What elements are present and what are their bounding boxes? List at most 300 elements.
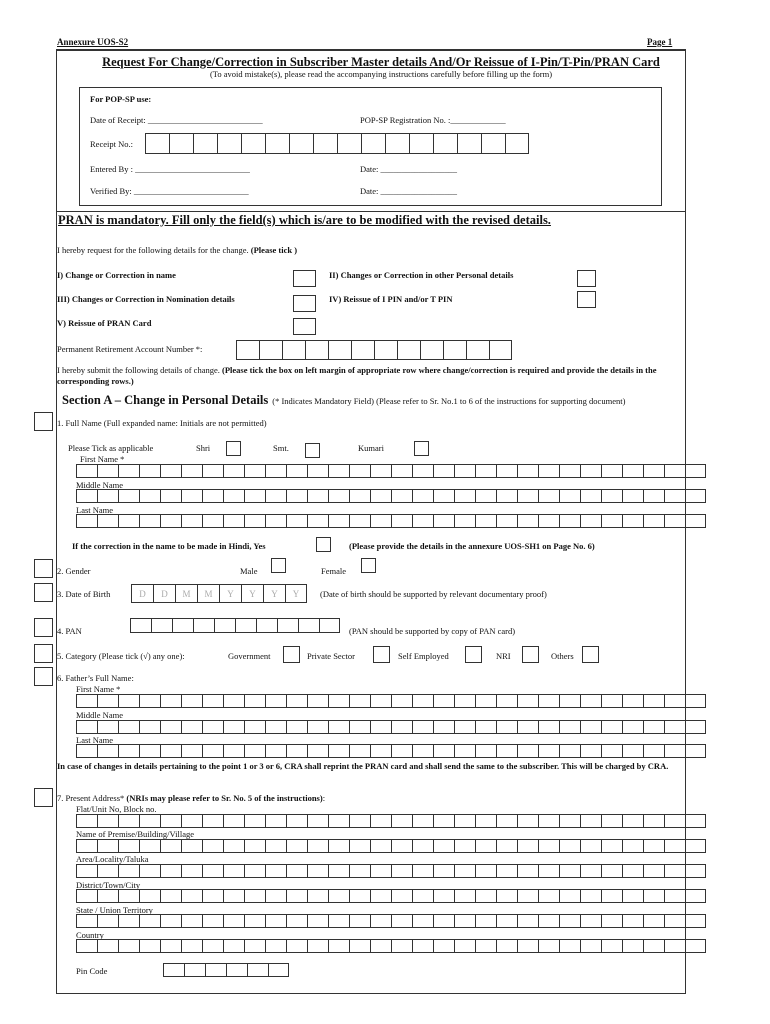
char-box[interactable] [286, 489, 307, 503]
char-box[interactable] [139, 489, 160, 503]
char-box[interactable] [370, 814, 391, 828]
char-box[interactable] [160, 464, 181, 478]
char-box[interactable] [118, 489, 139, 503]
char-box[interactable] [328, 839, 349, 853]
char-box[interactable] [244, 864, 265, 878]
checkbox-kumari[interactable] [414, 441, 429, 456]
char-box[interactable] [97, 814, 118, 828]
char-box[interactable] [391, 720, 412, 734]
char-box[interactable] [337, 133, 361, 154]
char-box[interactable] [664, 939, 685, 953]
char-box[interactable] [139, 514, 160, 528]
char-box[interactable] [664, 514, 685, 528]
char-box[interactable] [622, 864, 643, 878]
char-box[interactable] [496, 489, 517, 503]
char-box[interactable] [236, 340, 259, 360]
char-box[interactable] [286, 939, 307, 953]
char-box[interactable] [349, 814, 370, 828]
char-box[interactable] [475, 744, 496, 758]
char-box[interactable] [349, 889, 370, 903]
char-box[interactable] [307, 914, 328, 928]
row-checkbox-dob[interactable] [34, 583, 53, 602]
char-box[interactable] [517, 694, 538, 708]
char-box[interactable] [349, 914, 370, 928]
char-box[interactable] [622, 489, 643, 503]
char-box[interactable] [622, 694, 643, 708]
pran-boxes[interactable] [236, 340, 512, 360]
entered-by[interactable]: Entered By : ___________________________ [90, 164, 250, 174]
char-box[interactable] [643, 889, 664, 903]
char-box[interactable] [433, 694, 454, 708]
char-box[interactable] [412, 914, 433, 928]
char-box[interactable] [433, 514, 454, 528]
char-box[interactable] [496, 514, 517, 528]
char-box[interactable] [370, 939, 391, 953]
char-box[interactable] [559, 939, 580, 953]
char-box[interactable] [433, 133, 457, 154]
char-box[interactable] [328, 340, 351, 360]
char-box[interactable] [76, 514, 97, 528]
father-middle-name-boxes[interactable] [76, 720, 706, 734]
char-box[interactable] [305, 340, 328, 360]
char-box[interactable] [349, 514, 370, 528]
char-box[interactable] [664, 464, 685, 478]
char-box[interactable] [76, 464, 97, 478]
char-box[interactable] [76, 914, 97, 928]
char-box[interactable] [226, 963, 247, 977]
char-box[interactable] [244, 839, 265, 853]
char-box[interactable] [538, 889, 559, 903]
char-box[interactable] [517, 464, 538, 478]
char-box[interactable] [202, 720, 223, 734]
char-box[interactable] [307, 864, 328, 878]
char-box[interactable] [181, 464, 202, 478]
char-box[interactable] [457, 133, 481, 154]
char-box[interactable] [454, 744, 475, 758]
dob-boxes[interactable] [131, 584, 307, 603]
row-checkbox-pan[interactable] [34, 618, 53, 637]
char-box[interactable] [643, 720, 664, 734]
char-box[interactable] [265, 694, 286, 708]
char-box[interactable] [370, 914, 391, 928]
row-checkbox-full-name[interactable] [34, 412, 53, 431]
char-box[interactable] [412, 514, 433, 528]
pop-sp-registration[interactable]: POP-SP Registration No. :_____________ [360, 115, 506, 125]
char-box[interactable] [643, 839, 664, 853]
char-box[interactable] [97, 889, 118, 903]
char-box[interactable] [319, 618, 340, 633]
char-box[interactable]: Y [219, 584, 241, 603]
char-box[interactable] [160, 514, 181, 528]
char-box[interactable] [139, 464, 160, 478]
char-box[interactable] [223, 889, 244, 903]
char-box[interactable] [193, 618, 214, 633]
char-box[interactable] [265, 489, 286, 503]
checkbox-female[interactable] [361, 558, 376, 573]
char-box[interactable] [489, 340, 512, 360]
char-box[interactable] [685, 744, 706, 758]
char-box[interactable] [169, 133, 193, 154]
char-box[interactable] [385, 133, 409, 154]
char-box[interactable] [559, 514, 580, 528]
char-box[interactable] [205, 963, 226, 977]
char-box[interactable] [580, 889, 601, 903]
char-box[interactable] [580, 489, 601, 503]
char-box[interactable] [97, 489, 118, 503]
char-box[interactable] [433, 839, 454, 853]
char-box[interactable] [265, 839, 286, 853]
char-box[interactable] [580, 694, 601, 708]
char-box[interactable] [685, 694, 706, 708]
char-box[interactable] [538, 464, 559, 478]
char-box[interactable] [286, 744, 307, 758]
char-box[interactable] [475, 694, 496, 708]
char-box[interactable] [282, 340, 305, 360]
char-box[interactable] [286, 889, 307, 903]
char-box[interactable] [328, 744, 349, 758]
char-box[interactable] [538, 914, 559, 928]
checkbox-self-employed[interactable] [465, 646, 482, 663]
receipt-no-boxes[interactable] [145, 133, 529, 154]
char-box[interactable] [496, 864, 517, 878]
char-box[interactable] [517, 744, 538, 758]
char-box[interactable] [505, 133, 529, 154]
char-box[interactable] [685, 889, 706, 903]
char-box[interactable] [391, 939, 412, 953]
char-box[interactable] [580, 914, 601, 928]
row-checkbox-address[interactable] [34, 788, 53, 807]
char-box[interactable] [643, 694, 664, 708]
char-box[interactable] [139, 720, 160, 734]
char-box[interactable] [664, 914, 685, 928]
entered-date[interactable]: Date: __________________ [360, 164, 458, 174]
checkbox-government[interactable] [283, 646, 300, 663]
char-box[interactable] [223, 744, 244, 758]
char-box[interactable] [664, 489, 685, 503]
char-box[interactable] [601, 489, 622, 503]
char-box[interactable] [265, 939, 286, 953]
char-box[interactable] [118, 464, 139, 478]
char-box[interactable] [664, 720, 685, 734]
char-box[interactable] [286, 864, 307, 878]
char-box[interactable] [145, 133, 169, 154]
char-box[interactable] [559, 744, 580, 758]
char-box[interactable] [202, 914, 223, 928]
char-box[interactable] [475, 914, 496, 928]
checkbox-others[interactable] [582, 646, 599, 663]
char-box[interactable] [370, 464, 391, 478]
char-box[interactable] [349, 720, 370, 734]
char-box[interactable] [172, 618, 193, 633]
char-box[interactable] [622, 914, 643, 928]
char-box[interactable] [286, 464, 307, 478]
char-box[interactable] [256, 618, 277, 633]
char-box[interactable] [622, 889, 643, 903]
char-box[interactable] [559, 720, 580, 734]
char-box[interactable] [286, 694, 307, 708]
char-box[interactable] [223, 489, 244, 503]
char-box[interactable] [517, 914, 538, 928]
char-box[interactable] [601, 889, 622, 903]
char-box[interactable] [307, 514, 328, 528]
char-box[interactable] [76, 839, 97, 853]
char-box[interactable] [139, 864, 160, 878]
checkbox-reissue-pin[interactable] [577, 291, 596, 308]
char-box[interactable] [241, 133, 265, 154]
char-box[interactable] [412, 814, 433, 828]
checkbox-male[interactable] [271, 558, 286, 573]
char-box[interactable] [412, 939, 433, 953]
char-box[interactable] [391, 514, 412, 528]
date-of-receipt[interactable]: Date of Receipt: ___________________________ [90, 115, 263, 125]
char-box[interactable] [685, 514, 706, 528]
char-box[interactable] [289, 133, 313, 154]
char-box[interactable] [181, 694, 202, 708]
char-box[interactable] [443, 340, 466, 360]
char-box[interactable]: M [197, 584, 219, 603]
father-last-name-boxes[interactable] [76, 744, 706, 758]
char-box[interactable] [685, 839, 706, 853]
char-box[interactable] [517, 889, 538, 903]
pan-boxes[interactable] [130, 618, 340, 633]
char-box[interactable] [475, 514, 496, 528]
char-box[interactable] [412, 864, 433, 878]
char-box[interactable] [601, 839, 622, 853]
char-box[interactable] [685, 939, 706, 953]
char-box[interactable] [433, 914, 454, 928]
char-box[interactable] [328, 814, 349, 828]
char-box[interactable] [265, 133, 289, 154]
char-box[interactable] [538, 939, 559, 953]
checkbox-change-name[interactable] [293, 270, 316, 287]
char-box[interactable] [247, 963, 268, 977]
checkbox-nomination[interactable] [293, 295, 316, 312]
char-box[interactable] [202, 464, 223, 478]
char-box[interactable] [391, 814, 412, 828]
char-box[interactable] [76, 694, 97, 708]
char-box[interactable] [454, 514, 475, 528]
char-box[interactable] [475, 814, 496, 828]
char-box[interactable] [664, 694, 685, 708]
char-box[interactable] [268, 963, 289, 977]
char-box[interactable] [601, 914, 622, 928]
verified-by[interactable]: Verified By: ___________________________ [90, 186, 249, 196]
row-checkbox-gender[interactable] [34, 559, 53, 578]
char-box[interactable] [685, 489, 706, 503]
char-box[interactable] [328, 889, 349, 903]
char-box[interactable] [97, 744, 118, 758]
char-box[interactable] [391, 464, 412, 478]
char-box[interactable] [412, 464, 433, 478]
char-box[interactable] [349, 744, 370, 758]
char-box[interactable] [328, 694, 349, 708]
char-box[interactable] [223, 814, 244, 828]
char-box[interactable]: Y [285, 584, 307, 603]
char-box[interactable] [517, 489, 538, 503]
char-box[interactable] [538, 514, 559, 528]
char-box[interactable] [496, 744, 517, 758]
char-box[interactable] [265, 514, 286, 528]
char-box[interactable] [181, 914, 202, 928]
char-box[interactable] [412, 889, 433, 903]
char-box[interactable] [370, 514, 391, 528]
char-box[interactable] [139, 744, 160, 758]
char-box[interactable] [244, 939, 265, 953]
char-box[interactable] [328, 864, 349, 878]
row-checkbox-father-name[interactable] [34, 667, 53, 686]
char-box[interactable] [307, 889, 328, 903]
char-box[interactable] [202, 489, 223, 503]
char-box[interactable] [370, 744, 391, 758]
char-box[interactable] [351, 340, 374, 360]
char-box[interactable] [538, 694, 559, 708]
middle-name-boxes[interactable] [76, 489, 706, 503]
char-box[interactable] [622, 839, 643, 853]
char-box[interactable] [160, 814, 181, 828]
checkbox-reissue-pran[interactable] [293, 318, 316, 335]
char-box[interactable] [151, 618, 172, 633]
char-box[interactable] [517, 720, 538, 734]
char-box[interactable] [286, 720, 307, 734]
char-box[interactable] [118, 744, 139, 758]
char-box[interactable] [622, 720, 643, 734]
checkbox-private-sector[interactable] [373, 646, 390, 663]
char-box[interactable] [517, 514, 538, 528]
char-box[interactable] [202, 939, 223, 953]
char-box[interactable] [433, 939, 454, 953]
char-box[interactable] [685, 720, 706, 734]
char-box[interactable] [643, 744, 664, 758]
char-box[interactable] [397, 340, 420, 360]
char-box[interactable] [244, 889, 265, 903]
char-box[interactable] [475, 939, 496, 953]
char-box[interactable] [349, 864, 370, 878]
char-box[interactable] [454, 889, 475, 903]
char-box[interactable] [391, 864, 412, 878]
char-box[interactable] [286, 514, 307, 528]
checkbox-nri[interactable] [522, 646, 539, 663]
char-box[interactable] [76, 889, 97, 903]
char-box[interactable] [433, 814, 454, 828]
char-box[interactable] [349, 489, 370, 503]
char-box[interactable] [265, 814, 286, 828]
char-box[interactable] [391, 694, 412, 708]
char-box[interactable] [286, 814, 307, 828]
char-box[interactable] [643, 464, 664, 478]
char-box[interactable] [517, 814, 538, 828]
char-box[interactable] [223, 694, 244, 708]
char-box[interactable] [370, 489, 391, 503]
char-box[interactable] [202, 694, 223, 708]
char-box[interactable] [685, 914, 706, 928]
char-box[interactable] [643, 914, 664, 928]
char-box[interactable] [139, 914, 160, 928]
char-box[interactable] [265, 914, 286, 928]
char-box[interactable] [538, 814, 559, 828]
char-box[interactable] [244, 744, 265, 758]
char-box[interactable] [97, 464, 118, 478]
char-box[interactable] [412, 489, 433, 503]
char-box[interactable] [412, 720, 433, 734]
char-box[interactable] [420, 340, 443, 360]
char-box[interactable] [374, 340, 397, 360]
char-box[interactable] [643, 514, 664, 528]
char-box[interactable] [265, 720, 286, 734]
char-box[interactable] [97, 939, 118, 953]
char-box[interactable] [433, 864, 454, 878]
char-box[interactable] [349, 839, 370, 853]
char-box[interactable] [118, 939, 139, 953]
char-box[interactable] [643, 814, 664, 828]
char-box[interactable] [181, 814, 202, 828]
char-box[interactable]: Y [241, 584, 263, 603]
char-box[interactable] [601, 694, 622, 708]
char-box[interactable] [538, 839, 559, 853]
char-box[interactable] [475, 489, 496, 503]
char-box[interactable] [97, 839, 118, 853]
char-box[interactable] [580, 814, 601, 828]
char-box[interactable] [517, 939, 538, 953]
char-box[interactable] [643, 489, 664, 503]
char-box[interactable] [184, 963, 205, 977]
char-box[interactable] [454, 489, 475, 503]
char-box[interactable] [307, 839, 328, 853]
char-box[interactable] [412, 694, 433, 708]
char-box[interactable] [181, 839, 202, 853]
char-box[interactable] [217, 133, 241, 154]
char-box[interactable] [76, 489, 97, 503]
char-box[interactable] [160, 744, 181, 758]
char-box[interactable] [160, 914, 181, 928]
char-box[interactable] [97, 694, 118, 708]
char-box[interactable] [601, 464, 622, 478]
char-box[interactable] [181, 720, 202, 734]
char-box[interactable] [559, 464, 580, 478]
char-box[interactable] [538, 720, 559, 734]
char-box[interactable] [349, 694, 370, 708]
char-box[interactable] [181, 489, 202, 503]
char-box[interactable] [496, 889, 517, 903]
checkbox-smt[interactable] [305, 443, 320, 458]
char-box[interactable] [307, 744, 328, 758]
char-box[interactable] [223, 464, 244, 478]
char-box[interactable] [370, 889, 391, 903]
row-checkbox-category[interactable] [34, 644, 53, 663]
char-box[interactable] [433, 720, 454, 734]
char-box[interactable] [307, 720, 328, 734]
first-name-boxes[interactable] [76, 464, 706, 478]
char-box[interactable] [181, 514, 202, 528]
char-box[interactable] [118, 514, 139, 528]
char-box[interactable] [496, 720, 517, 734]
char-box[interactable] [202, 864, 223, 878]
char-box[interactable]: M [175, 584, 197, 603]
checkbox-hindi-yes[interactable] [316, 537, 331, 552]
char-box[interactable] [235, 618, 256, 633]
char-box[interactable] [349, 464, 370, 478]
char-box[interactable] [307, 464, 328, 478]
char-box[interactable] [223, 914, 244, 928]
char-box[interactable] [118, 694, 139, 708]
char-box[interactable] [496, 939, 517, 953]
char-box[interactable] [223, 839, 244, 853]
char-box[interactable] [223, 939, 244, 953]
char-box[interactable] [664, 864, 685, 878]
char-box[interactable] [601, 939, 622, 953]
char-box[interactable] [391, 889, 412, 903]
char-box[interactable] [265, 864, 286, 878]
checkbox-shri[interactable] [226, 441, 241, 456]
